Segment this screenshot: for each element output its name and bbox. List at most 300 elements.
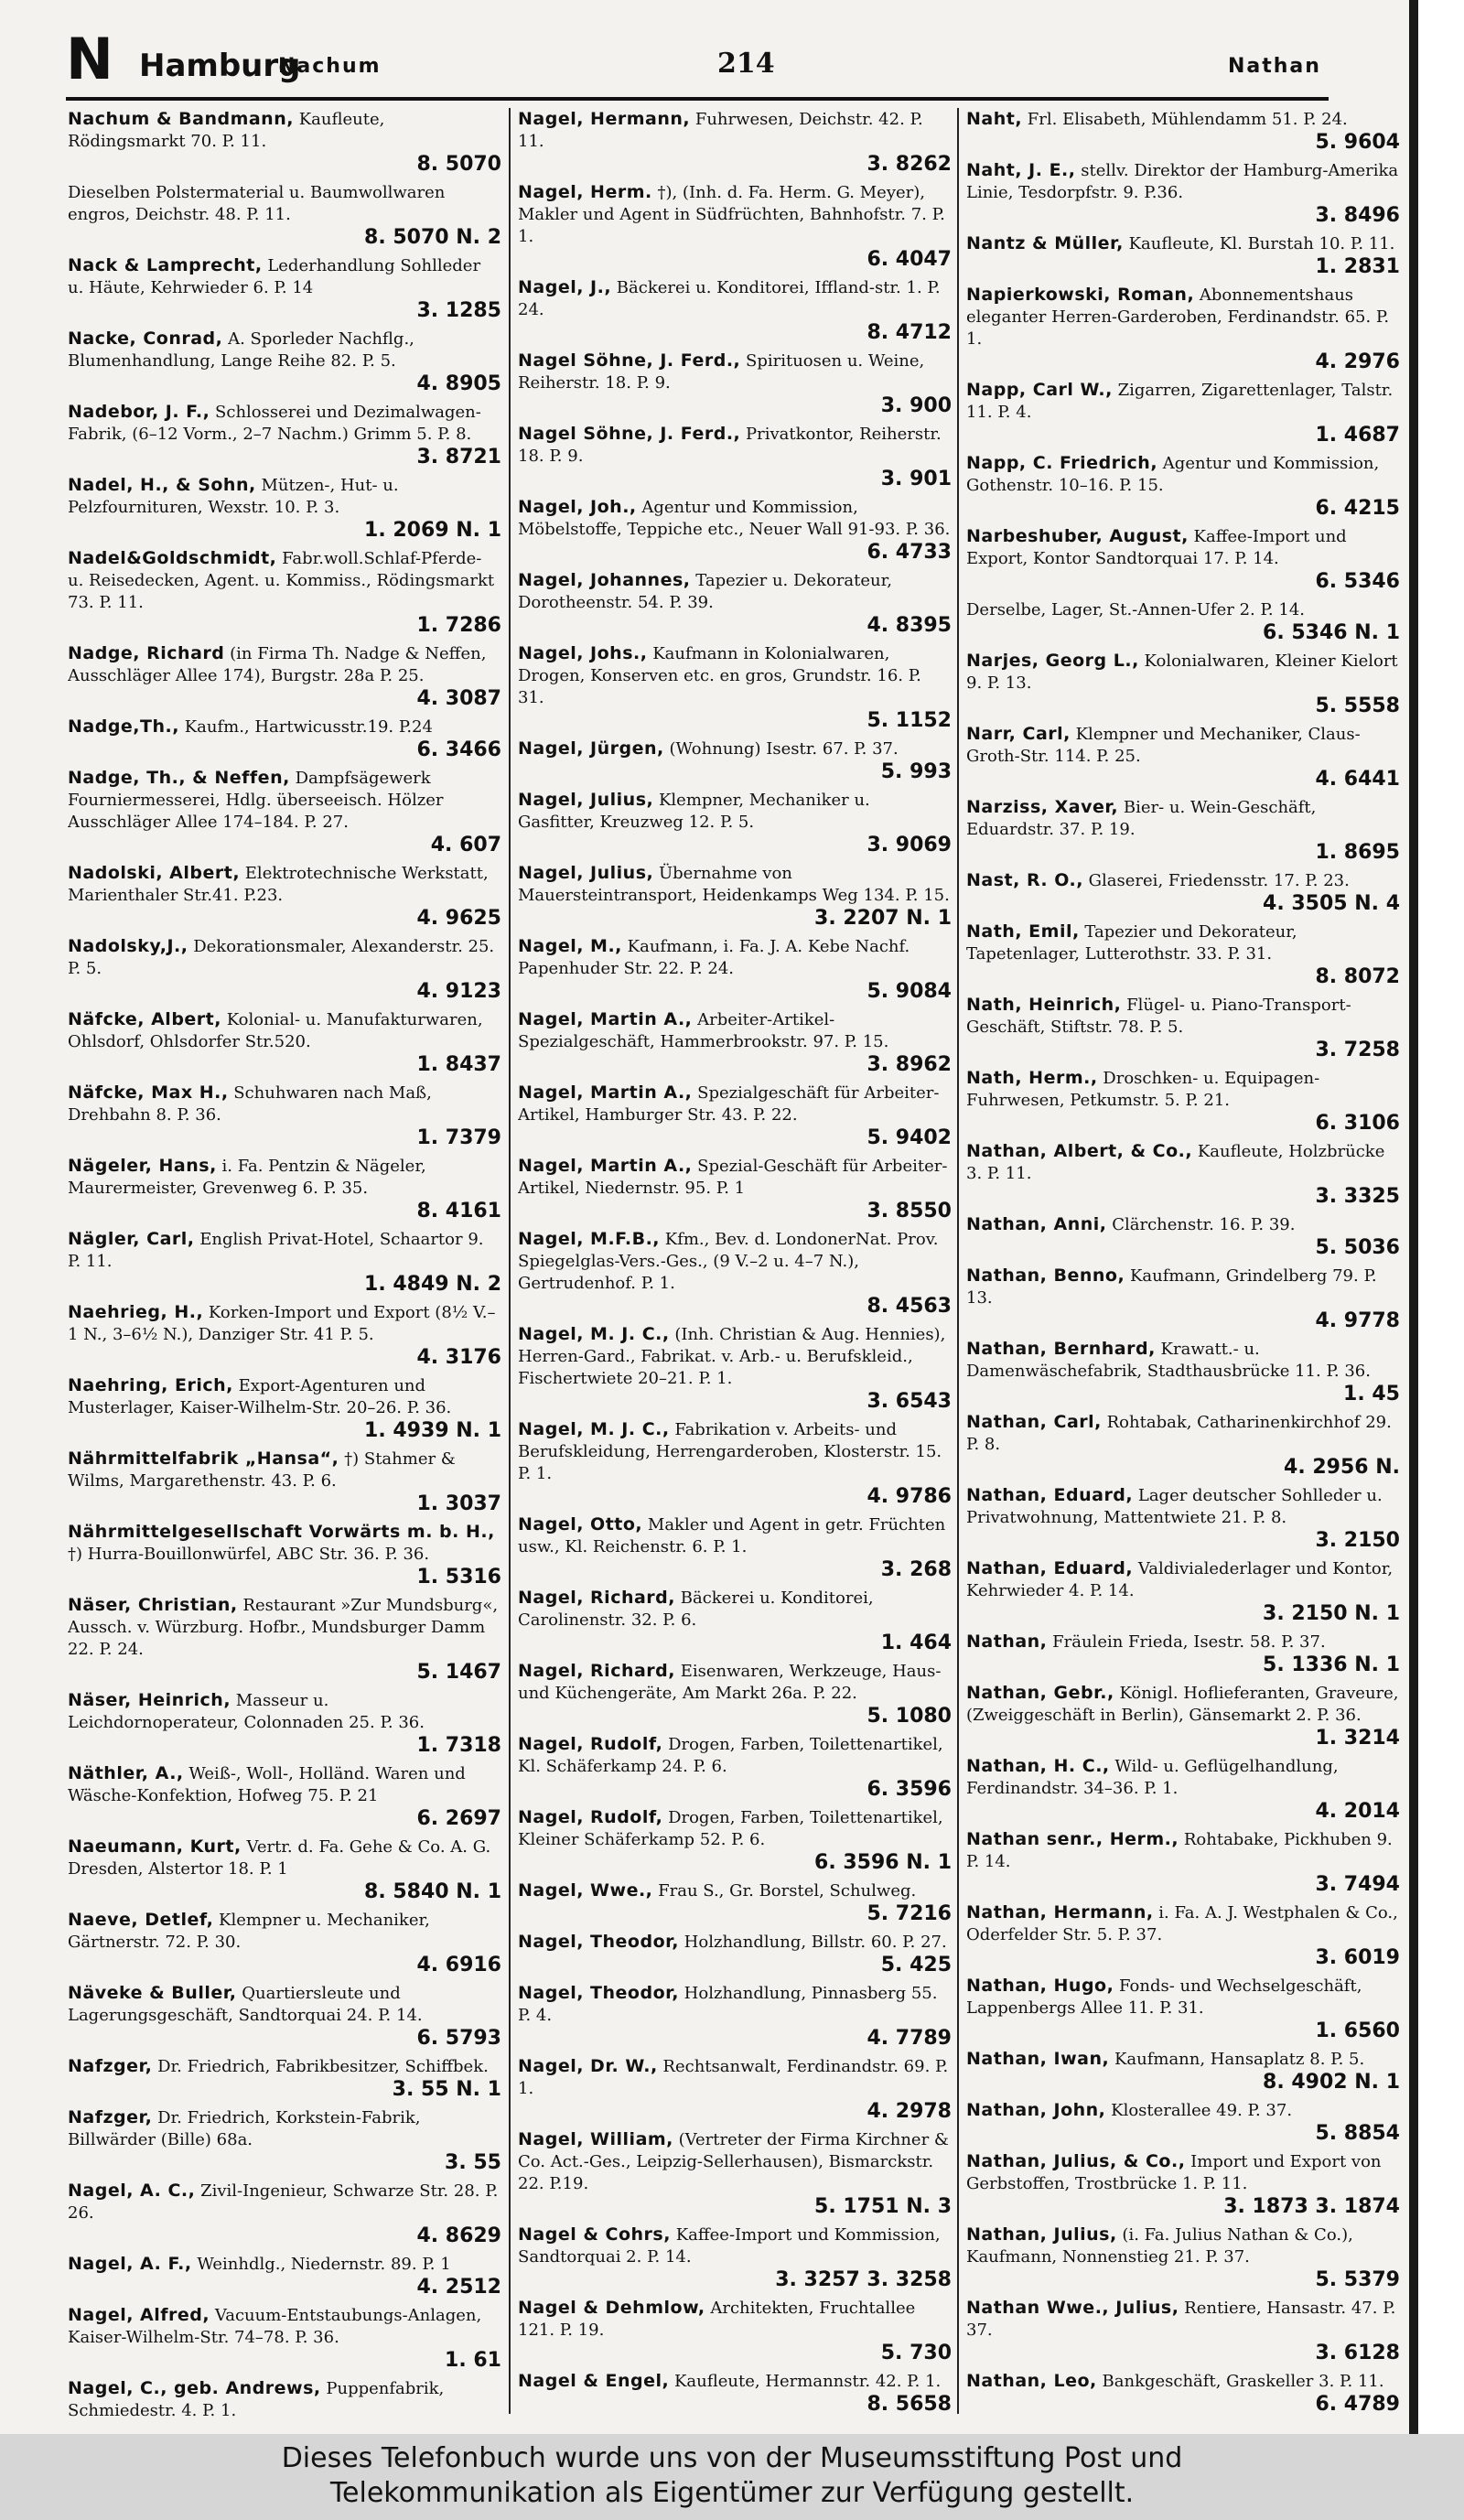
entry-phone: 5. 9604: [1315, 131, 1400, 154]
entry-name: Nagel Söhne, J. Ferd.,: [518, 350, 741, 371]
directory-entry: [68, 1374, 501, 1443]
entry-phone: 1. 4849 N. 2: [364, 1273, 501, 1296]
entry-phone: 8. 4161: [416, 1200, 501, 1222]
directory-entry: [68, 2180, 501, 2248]
entry-name: Nadel&Goldschmidt,: [68, 548, 277, 568]
directory-entry: [966, 1338, 1400, 1406]
entry-details: Masseur u. Leichdornoperateur, Colonnaden 25. P. 36.: [68, 1691, 425, 1732]
entry-phone: 3. 55: [445, 2151, 501, 2174]
entry-name: Näthler, A.,: [68, 1763, 184, 1783]
entry-phone: 4. 2978: [867, 2100, 952, 2123]
entry-name: Nathan, Carl,: [966, 1412, 1102, 1432]
footer-line-2: Telekommunikation als Eigentümer zur Verfügung gestellt.: [329, 2477, 1135, 2509]
entry-phone: 3. 901: [880, 468, 952, 490]
directory-entry: [966, 1631, 1400, 1677]
entry-details: Drogen, Farben, Toilettenartikel, Kleiner Schäferkamp 52. P. 6.: [518, 1808, 943, 1849]
entry-details: Kolonial- u. Manufakturwaren, Ohlsdorf, Ohlsdorfer Str.520.: [68, 1010, 483, 1051]
entry-details: Klempner u. Mechaniker, Gärtnerstr. 72. P. 30.: [68, 1911, 430, 1952]
entry-name: Napierkowski, Roman,: [966, 285, 1195, 305]
directory-entry: [518, 423, 952, 491]
entry-details: Holzhandlung, Pinnasberg 55. P. 4.: [518, 1984, 938, 2025]
page-header: [66, 27, 1329, 92]
entry-name: [966, 2422, 1097, 2423]
entry-phone: 8. 5840 N. 1: [364, 1880, 501, 1903]
entry-details: Export-Agenturen und Musterlager, Kaiser-Wilhelm-Str. 20–26. P. 36.: [68, 1376, 452, 1417]
entry-details: Lederhandlung Sohlleder u. Häute, Kehrwieder 6. P. 14: [68, 256, 481, 297]
entry-details: Droschken- u. Equipagen-Fuhrwesen, Petkumstr. 5. P. 21.: [966, 1069, 1320, 1110]
directory-entry: [68, 328, 501, 396]
entry-name: Nägeler, Hans,: [68, 1156, 217, 1176]
entry-name: Näveke & Buller,: [68, 1983, 237, 2003]
entry-phone: 1. 4939 N. 1: [364, 1419, 501, 1442]
directory-entry: [68, 1448, 501, 1516]
directory-entry: [966, 379, 1400, 447]
column-divider: [509, 108, 511, 2414]
entry-details: Bäckerei u. Konditorei, Carolinenstr. 32. P. 6.: [518, 1588, 874, 1630]
directory-entry: [966, 1828, 1400, 1897]
entry-phone: 6. 5346: [1315, 570, 1400, 593]
entry-name: Nagel, M.,: [518, 936, 622, 956]
directory-entry: [966, 921, 1400, 989]
entry-details: Puppenfabrik, Schmiedestr. 4. P. 1.: [68, 2379, 445, 2420]
directory-entry: [518, 1806, 952, 1875]
directory-entry: [966, 1484, 1400, 1553]
entry-phone: 5. 5036: [1315, 1236, 1400, 1259]
entry-details: Kaufleute, Hermannstr. 42. P. 1.: [673, 2372, 942, 2391]
entry-phone: 6. 4215: [1315, 497, 1400, 520]
entry-phone: 4. 2956 N.: [1284, 1456, 1400, 1479]
entry-details: Dekorationsmaler, Alexanderstr. 25. P. 5.: [68, 937, 495, 978]
entry-details: Drogen, Farben, Toilettenartikel, Kl. Schäferkamp 24. P. 6.: [518, 1735, 943, 1776]
entry-name: Nathan, Gebr.,: [966, 1683, 1114, 1703]
entry-details: Derselbe, Lager, St.-Annen-Ufer 2. P. 14.: [966, 600, 1306, 619]
directory-entry: [966, 598, 1400, 645]
entry-details: Eisenwaren, Werkzeuge, Haus- und Küchengeräte, Am Markt 26a. P. 22.: [518, 1662, 942, 1703]
entry-name: Nathan, Bernhard,: [966, 1339, 1156, 1359]
entry-name: Nagel, M. J. C.,: [518, 1419, 670, 1439]
directory-entry: [518, 862, 952, 931]
entry-phone: 8. 5070 N. 2: [364, 226, 501, 249]
entry-name: Nagel, M. J. C.,: [518, 1324, 670, 1344]
entry-details: Elektrotechnische Werkstatt, Marienthaler Str.41. P.23.: [68, 864, 489, 905]
entry-phone: 1. 464: [880, 1632, 952, 1654]
directory-entry: [966, 1682, 1400, 1750]
entry-details: Königl. Hoflieferanten, Graveure, (Zweiggeschäft in Berlin), Gänsemarkt 2. P. 36.: [966, 1684, 1399, 1725]
entry-phone: 3. 7494: [1315, 1873, 1400, 1896]
entry-phone: 1. 7318: [416, 1734, 501, 1757]
directory-entry: [68, 1228, 501, 1297]
entry-details: Vacuum-Entstaubungs-Anlagen, Kaiser-Wilhelm-Str. 74–78. P. 36.: [68, 2306, 482, 2347]
directory-entry: [518, 1733, 952, 1802]
entry-name: Nagel, Martin A.,: [518, 1009, 693, 1029]
entry-details: Fabr.woll.Schlaf-Pferde- u. Reisedecken, Agent. u. Kommiss., Rödingsmarkt 73. P. 11.: [68, 549, 495, 612]
entry-details: Rentiere, Hansastr. 47. P. 37.: [966, 2299, 1396, 2340]
entry-phone: 3. 6019: [1315, 1946, 1400, 1969]
column-1: [68, 108, 501, 2423]
entry-name: Nagel, C., geb. Andrews,: [68, 2378, 321, 2398]
entry-details: Bier- u. Wein-Geschäft, Eduardstr. 37. P. 19.: [966, 798, 1317, 839]
directory-entry: [518, 1155, 952, 1223]
directory-entry: [966, 796, 1400, 865]
directory-entry: [966, 1901, 1400, 1970]
directory-entry: [68, 2253, 501, 2299]
entry-details: †) Hurra-Bouillonwürfel, ABC Str. 36. P. 36.: [68, 1545, 430, 1564]
column-divider: [957, 108, 959, 2414]
entry-phone: 1. 61: [445, 2349, 501, 2372]
entry-name: Nadebor, J. F.,: [68, 402, 210, 422]
entry-phone: 1. 7286: [416, 614, 501, 637]
directory-entry: [966, 869, 1400, 916]
directory-entry: [518, 738, 952, 784]
entry-name: Nagel, Jürgen,: [518, 738, 664, 759]
directory-entry: [518, 1228, 952, 1319]
entry-name: Nathan, Albert, & Co.,: [966, 1141, 1193, 1161]
entry-details: Fräulein Frieda, Isestr. 58. P. 37.: [1052, 1632, 1326, 1652]
entry-phone: 5. 1152: [867, 709, 952, 732]
entry-name: Napp, C. Friedrich,: [966, 453, 1158, 473]
entry-phone: 4. 8905: [416, 372, 501, 395]
directory-entry: [518, 181, 952, 272]
directory-entry: [966, 650, 1400, 718]
entry-name: Nährmittelfabrik „Hansa“,: [68, 1448, 339, 1469]
entry-name: Nagel & Engel,: [518, 2371, 670, 2391]
entry-name: Nagel, Theodor,: [518, 1932, 679, 1952]
entry-name: Nagel & Dehmlow,: [518, 2298, 705, 2318]
entry-name: Nathan, H. C.,: [966, 1756, 1110, 1776]
directory-entry: [68, 108, 501, 177]
entry-name: Nathan, Eduard,: [966, 1485, 1134, 1505]
entry-details: Valdivialederlager und Kontor, Kehrwieder 4. P. 14.: [966, 1559, 1394, 1600]
entry-details: English Privat-Hotel, Schaartor 9. P. 11.: [68, 1230, 484, 1271]
footer-line-1: Dieses Telefonbuch wurde uns von der Museumsstiftung Post und: [281, 2442, 1183, 2474]
entry-phone: 6. 3596 N. 1: [814, 1851, 952, 1874]
directory-entry: [966, 1557, 1400, 1626]
entry-details: Kaffee-Import und Kommission, Sandtorquai 2. P. 14.: [518, 2225, 941, 2267]
entry-details: (Inh. Christian & Aug. Hennies), Herren-Gard., Fabrikat. v. Arb.- u. Berufskleid., Fischertwiete 20–21. P. 1.: [518, 1325, 946, 1388]
entry-details: i. Fa. A. J. Westphalen & Co., Oderfelder Str. 5. P. 37.: [966, 1903, 1398, 1944]
entry-details: Weiß-, Woll-, Holländ. Waren und Wäsche-Konfektion, Hofweg 75. P. 21: [68, 1764, 466, 1805]
entry-name: Nantz & Müller,: [966, 233, 1124, 253]
entry-phone: 4. 7789: [867, 2027, 952, 2050]
entry-details: Spezialgeschäft für Arbeiter-Artikel, Hamburger Str. 43. P. 22.: [518, 1083, 940, 1125]
entry-name: Nadolski, Albert,: [68, 863, 241, 883]
directory-entry: [966, 108, 1400, 155]
directory-entry: [518, 569, 952, 638]
directory-entry: [966, 232, 1400, 279]
entry-phone: 8. 4902 N. 1: [1263, 2071, 1400, 2094]
entry-details: Fuhrwesen, Deichstr. 42. P. 11.: [518, 110, 923, 151]
directory-entry: [518, 1931, 952, 1977]
entry-details: Rohtabake, Pickhuben 9. P. 14.: [966, 1830, 1393, 1871]
directory-entry: [518, 276, 952, 345]
directory-entry: [966, 2224, 1400, 2292]
entry-phone: 1. 5316: [416, 1566, 501, 1588]
entry-phone: 5. 1751 N. 3: [814, 2195, 952, 2218]
entry-phone: 3. 8496: [1315, 204, 1400, 227]
entry-name: Nathan, John,: [966, 2100, 1106, 2120]
entry-phone: 5. 5558: [1315, 695, 1400, 717]
entry-name: Naeve, Detlef,: [68, 1910, 214, 1930]
entry-name: Nathan, Benno,: [966, 1265, 1125, 1286]
directory-entry: [966, 2048, 1400, 2095]
directory-entry: [518, 350, 952, 418]
entry-details: Clärchenstr. 16. P. 39.: [1112, 1215, 1296, 1234]
entry-phone: 4. 3087: [416, 687, 501, 710]
entry-phone: 5. 9402: [867, 1126, 952, 1149]
entry-phone: [68, 2422, 501, 2423]
entry-phone: 6. 5346 N. 1: [1263, 621, 1400, 644]
directory-entry: [518, 2370, 952, 2417]
directory-entry: [966, 1755, 1400, 1824]
entry-name: Nagel, Julius,: [518, 790, 654, 810]
entry-details: Agentur und Kommission, Möbelstoffe, Teppiche etc., Neuer Wall 91-93. P. 36.: [518, 498, 951, 539]
entry-name: Nagel, Richard,: [518, 1588, 675, 1608]
entry-phone: 1. 3214: [1315, 1727, 1400, 1750]
directory-entry: [68, 474, 501, 543]
entry-phone: 3. 7258: [1315, 1039, 1400, 1061]
directory-entry: [518, 789, 952, 857]
entry-phone: 3. 9069: [867, 834, 952, 856]
entry-phone: 5. 5379: [1315, 2268, 1400, 2291]
entry-details: Architekten, Fruchtallee 121. P. 19.: [518, 2299, 916, 2340]
adjacent-page-edge: [1409, 0, 1464, 2434]
entry-details: Kaufmann, Grindelberg 79. P. 13.: [966, 1266, 1377, 1308]
directory-entry: [68, 767, 501, 857]
entry-phone: 1. 45: [1343, 1383, 1400, 1405]
directory-entry: [966, 1213, 1400, 1260]
entry-phone: 5. 1336 N. 1: [1263, 1653, 1400, 1676]
entry-phone: 6. 4789: [1315, 2393, 1400, 2416]
entry-name: Nagel, Julius,: [518, 863, 654, 883]
entry-details: (Wohnung) Isestr. 67. P. 37.: [669, 739, 899, 759]
directory-entry: [518, 2224, 952, 2292]
entry-phone: 5. 425: [880, 1954, 952, 1976]
entry-details: Frl. Elisabeth, Mühlendamm 51. P. 24.: [1027, 110, 1348, 129]
directory-entry: [518, 1082, 952, 1150]
entry-name: Nachum & Bandmann,: [68, 109, 294, 129]
entry-details: †) Stahmer & Wilms, Margarethenstr. 43. P. 6.: [68, 1449, 456, 1491]
directory-entry: [966, 159, 1400, 228]
entry-details: Flügel- u. Piano-Transport-Geschäft, Stiftstr. 78. P. 5.: [966, 996, 1351, 1037]
entry-phone: 3. 2150 N. 1: [1263, 1602, 1400, 1625]
entry-name: [518, 2422, 683, 2423]
entry-phone: 1. 8695: [1315, 841, 1400, 864]
entry-details: Kaufmann, i. Fa. J. A. Kebe Nachf. Papenhuder Str. 22. P. 24.: [518, 937, 910, 978]
entry-name: Nacke, Conrad,: [68, 328, 223, 349]
directory-entry: [518, 642, 952, 733]
directory-entry: [68, 181, 501, 250]
entry-phone: 4. 9786: [867, 1485, 952, 1508]
entry-name: Nadge, Th., & Neffen,: [68, 768, 290, 788]
entry-details: Klempner und Mechaniker, Claus-Groth-Str. 114. P. 25.: [966, 725, 1361, 766]
entry-details: Quartiersleute und Lagerungsgeschäft, Sandtorquai 24. P. 14.: [68, 1984, 423, 2025]
entry-details: Wild- u. Geflügelhandlung, Ferdinandstr. 34–36. P. 1.: [966, 1757, 1339, 1798]
entry-details: Tapezier u. Dekorateur, Dorotheenstr. 54. P. 39.: [518, 571, 892, 612]
directory-entry: [518, 935, 952, 1004]
directory-entry: [68, 1762, 501, 1831]
entry-phone: 3. 8962: [867, 1053, 952, 1076]
entry-details: Kaufleute, Kl. Burstah 10. P. 11.: [1128, 234, 1395, 253]
entry-name: Nathan, Julius,: [966, 2224, 1117, 2245]
entry-phone: 4. 2014: [1315, 1800, 1400, 1823]
entry-name: Nadel, H., & Sohn,: [68, 475, 256, 495]
entry-phone: 1. 8437: [416, 1053, 501, 1076]
entry-name: Nathan, Anni,: [966, 1214, 1107, 1234]
entry-details: Makler und Agent in getr. Früchten usw., Kl. Reichenstr. 6. P. 1.: [518, 1515, 946, 1556]
entry-details: Lager deutscher Sohlleder u. Privatwohnung, Mattentwiete 21. P. 8.: [966, 1486, 1383, 1527]
entry-phone: 8. 4563: [867, 1295, 952, 1318]
entry-name: Näser, Heinrich,: [68, 1690, 231, 1710]
entry-details: Kolonialwaren, Kleiner Kielort 9. P. 13.: [966, 652, 1398, 693]
directory-entry: [68, 2304, 501, 2373]
footer-notice: [0, 2434, 1464, 2520]
entry-phone: 4. 2976: [1315, 350, 1400, 373]
directory-entry: [68, 862, 501, 931]
header-rule: [66, 97, 1329, 101]
entry-details: Restaurant »Zur Mundsburg«, Aussch. v. Würzburg. Hofbr., Mundsburger Damm 22. P. 24.: [68, 1596, 499, 1659]
entry-phone: 5. 9084: [867, 980, 952, 1003]
directory-entry: [68, 1155, 501, 1223]
entry-details: Kfm., Bev. d. LondonerNat. Prov. Spiegelglas-Vers.-Ges., (9 V.–2 u. 4–7 N.), Gertrudenhof. P. 1.: [518, 1230, 939, 1293]
section-letter: N: [66, 26, 113, 92]
page-number: 214: [717, 48, 775, 80]
entry-phone: 5. 8854: [1315, 2122, 1400, 2145]
entry-details: stellv. Direktor der Hamburg-Amerika Linie, Tesdorpfstr. 9. P.36.: [966, 161, 1399, 202]
directory-entry: [966, 525, 1400, 594]
entry-details: Kaufm., Hartwicusstr.19. P.24: [184, 717, 433, 737]
entry-phone: 8. 5070: [416, 153, 501, 176]
entry-phone: 4. 3176: [416, 1346, 501, 1369]
first-entry-keyword: Nachum: [278, 55, 382, 78]
entry-details: Bäckerei u. Konditorei, Iffland-str. 1. P. 24.: [518, 278, 941, 319]
entry-name: Näfcke, Albert,: [68, 1009, 221, 1029]
directory-entry: [68, 2377, 501, 2423]
entry-phone: 3. 2207 N. 1: [814, 907, 952, 930]
entry-phone: 3. 2150: [1315, 1529, 1400, 1552]
entry-details: Korken-Import und Export (8½ V.–1 N., 3–6½ N.), Danziger Str. 41 P. 5.: [68, 1303, 496, 1344]
directory-entry: [68, 1008, 501, 1077]
entry-phone: 3. 6543: [867, 1390, 952, 1413]
entry-details: Fabrikation v. Arbeits- und Berufskleidung, Herrengarderoben, Klosterstr. 15. P. 1.: [518, 1420, 942, 1483]
entry-phone: 1. 3037: [416, 1492, 501, 1515]
entry-name: Nack & Lamprecht,: [68, 255, 263, 275]
entry-details: Zivil-Ingenieur, Schwarze Str. 28. P. 26.: [68, 2181, 499, 2223]
entry-phone: 5. 7216: [867, 1902, 952, 1925]
entry-details: Zigarren, Zigarettenlager, Talstr. 11. P. 4.: [966, 381, 1394, 422]
entry-details: Glaserei, Friedensstr. 17. P. 23.: [1088, 871, 1350, 890]
directory-entry: [68, 1301, 501, 1370]
entry-name: Nathan,: [966, 1632, 1048, 1652]
entry-phone: 1. 2069 N. 1: [364, 519, 501, 542]
directory-entry: [68, 2106, 501, 2175]
entry-name: Nagel, Theodor,: [518, 1983, 679, 2003]
entry-details: Spezial-Geschäft für Arbeiter-Artikel, Niedernstr. 95. P. 1: [518, 1157, 948, 1198]
entry-details: Klosterallee 49. P. 37.: [1111, 2101, 1293, 2120]
entry-details: Dr. Friedrich, Korkstein-Fabrik, Billwärder (Bille) 68a.: [68, 2108, 421, 2149]
entry-name: Nathan, Julius, & Co.,: [966, 2151, 1186, 2171]
entry-name: Nadolsky,J.,: [68, 936, 188, 956]
entry-details: A. Sporleder Nachflg., Blumenhandlung, Lange Reihe 82. P. 5.: [68, 329, 414, 371]
entry-name: Nagel, A. C.,: [68, 2181, 196, 2201]
directory-entry: [966, 452, 1400, 521]
directory-entry: [68, 2055, 501, 2102]
entry-phone: 3. 8721: [416, 446, 501, 468]
entry-name: Nathan, Hermann,: [966, 1902, 1154, 1922]
entry-name: Nagel, Richard,: [518, 1661, 675, 1681]
entry-details: Tapezier und Dekorateur, Tapetenlager, Lutterothstr. 33. P. 31.: [966, 922, 1297, 964]
directory-entry: [966, 2421, 1400, 2423]
entry-name: Nathan, Leo,: [966, 2371, 1097, 2391]
entry-phone: 4. 8629: [416, 2224, 501, 2247]
entry-details: Kaufmann, Hansaplatz 8. P. 5.: [1114, 2050, 1365, 2069]
entry-phone: 4. 607: [430, 834, 501, 856]
entry-phone: 3. 6128: [1315, 2342, 1400, 2364]
directory-entry: [68, 401, 501, 469]
directory-entry: [966, 1067, 1400, 1136]
entry-details: Holzhandlung, Billstr. 60. P. 27.: [684, 1933, 947, 1952]
directory-entry: [518, 2297, 952, 2365]
city-name: Hamburg: [139, 48, 301, 84]
entry-name: Nagel, Rudolf,: [518, 1807, 663, 1827]
entry-phone: 4. 9778: [1315, 1309, 1400, 1332]
entry-name: Napp, Carl W.,: [966, 380, 1113, 400]
entry-phone: 4. 9123: [416, 980, 501, 1003]
entry-name: Nagel, Herm.: [518, 182, 652, 202]
directory-entry: [68, 1982, 501, 2051]
column-2: [518, 108, 952, 2423]
entry-name: Nagel, A. F.,: [68, 2254, 192, 2274]
entry-phone: 6. 5793: [416, 2027, 501, 2050]
entry-details: Import und Export von Gerbstoffen, Trostbrücke 1. P. 11.: [966, 2152, 1382, 2193]
entry-name: Nagel, Johannes,: [518, 570, 691, 590]
directory-entry: [518, 496, 952, 565]
directory-entry: [966, 2370, 1400, 2417]
entry-details: Frau S., Gr. Borstel, Schulweg.: [658, 1881, 917, 1901]
entry-name: Nagel & Cohrs,: [518, 2224, 671, 2245]
entry-details: (Vertreter der Firma Kirchner & Co. Act.-Ges., Leipzig-Sellerhausen), Bismarckstr. 22. P.19.: [518, 2130, 949, 2193]
entry-name: Nagel, Hermann,: [518, 109, 691, 129]
directory-entry: [68, 716, 501, 762]
entry-phone: 3. 1285: [416, 299, 501, 322]
entry-phone: 4. 6916: [416, 1954, 501, 1976]
entry-details: Privatkontor, Reiherstr. 18. P. 9.: [518, 425, 942, 466]
entry-details: Kaufleute, Rödingsmarkt 70. P. 11.: [68, 110, 385, 151]
directory-entry: [966, 1140, 1400, 1209]
directory-entry: [518, 1418, 952, 1509]
directory-entry: [68, 935, 501, 1004]
directory-entry: [966, 1265, 1400, 1333]
entry-phone: 3. 8262: [867, 153, 952, 176]
entry-name: Nagel, J.,: [518, 277, 612, 297]
entry-name: Naehrieg, H.,: [68, 1302, 204, 1322]
entry-name: Nathan, Eduard,: [966, 1558, 1134, 1578]
entry-phone: 5. 730: [880, 2342, 952, 2364]
directory-entry: [966, 994, 1400, 1062]
directory-entry: [68, 1594, 501, 1685]
entry-name: Nadge, Richard: [68, 643, 225, 663]
entry-name: Naht,: [966, 109, 1023, 129]
entry-details: (in Firma Th. Nadge & Neffen, Ausschläger Allee 174), Burgstr. 28a P. 25.: [68, 644, 487, 685]
entry-name: Nährmittelgesellschaft Vorwärts m. b. H.,: [68, 1522, 495, 1542]
entry-phone: 8. 8072: [1315, 965, 1400, 988]
entry-phone: 1. 2831: [1315, 255, 1400, 278]
directory-entry: [518, 2055, 952, 2124]
entry-phone: 4. 2512: [416, 2276, 501, 2299]
directory-entry: [518, 1660, 952, 1728]
directory-entry: [68, 1836, 501, 1904]
entry-name: Narziss, Xaver,: [966, 797, 1119, 817]
entry-details: Kaufleute, Holzbrücke 3. P. 11.: [966, 1142, 1385, 1183]
